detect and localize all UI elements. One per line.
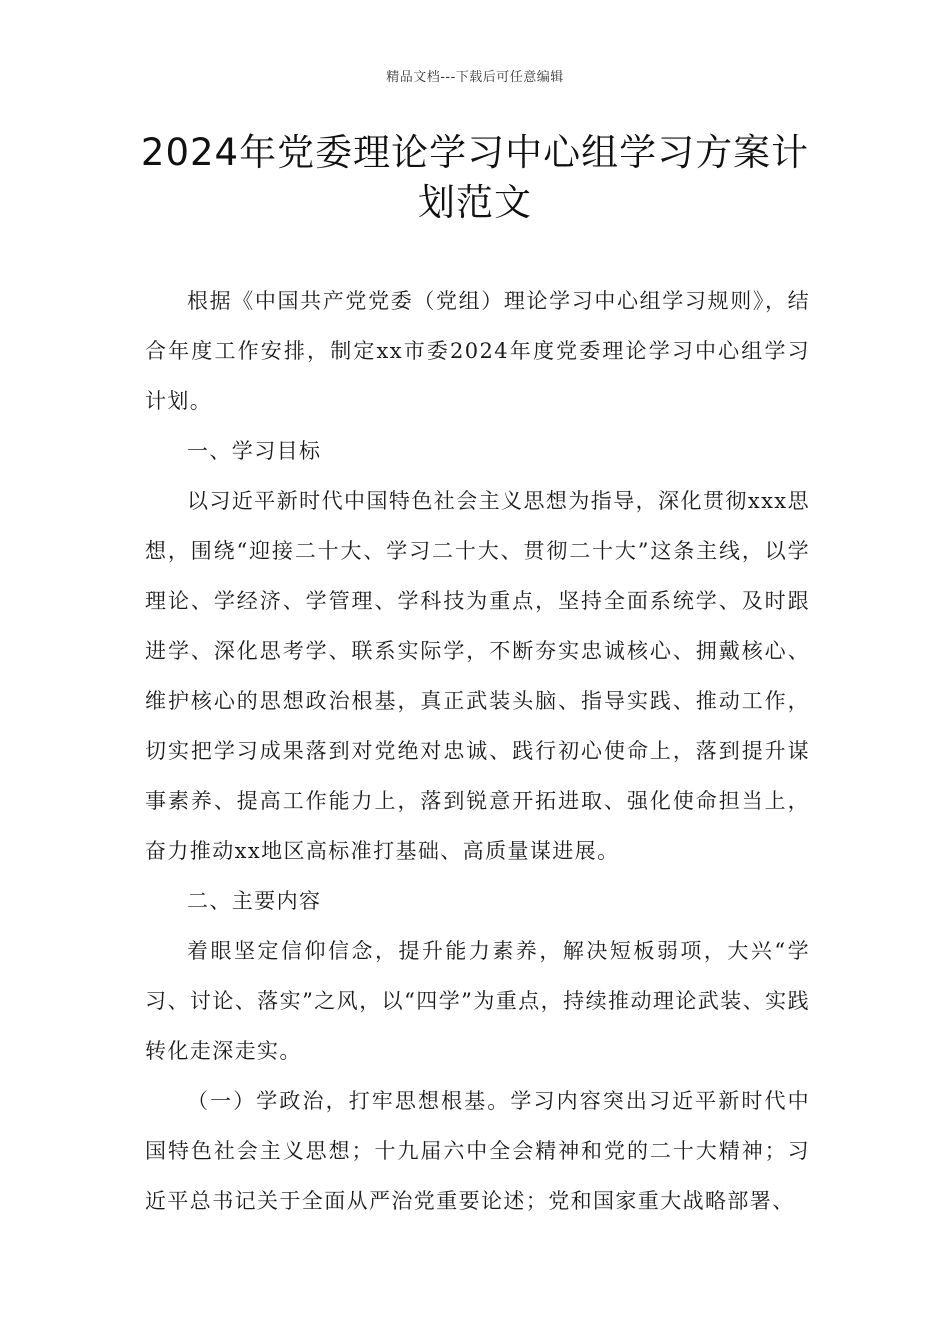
goals-paragraph: 以习近平新时代中国特色社会主义思想为指导，深化贯彻xxx思想，围绕“迎接二十大、学习二十大、贯彻二十大”这条主线，以学理论、学经济、学管理、学科技为重点，坚持全面系统学、及时跟进学、深化思考学、联系实际学，不断夯实忠诚核心、拥戴核心、维护核心的思想政治根基，真正武装头脑、指导实践、推动工作，切实把学习成果落到对党绝对忠诚、践行初心使命上，落到提升谋事素养、提高工作能力上，落到锐意开拓进取、强化使命担当上，奋力推动xx地区高标准打基础、高质量谋进展。	[145, 489, 810, 863]
document-body	[145, 276, 810, 1226]
intro-paragraph: 根据《中国共产党党委（党组）理论学习中心组学习规则》，结合年度工作安排，制定xx市委2024年度党委理论学习中心组学习计划。	[145, 289, 810, 413]
politics-paragraph: （一）学政治，打牢思想根基。学习内容突出习近平新时代中国特色社会主义思想；十九届六中全会精神和党的二十大精神；习近平总书记关于全面从严治党重要论述；党和国家重大战略部署、	[145, 1089, 810, 1213]
content-paragraph: 着眼坚定信仰信念，提升能力素养，解决短板弱项，大兴“学习、讨论、落实”之风，以“四学”为重点，持续推动理论武装、实践转化走深走实。	[145, 939, 810, 1063]
section-heading-content: 二、主要内容	[187, 889, 322, 913]
document-title: 2024年党委理论学习中心组学习方案计划范文	[140, 131, 810, 224]
header-note: 精品文档---下载后可任意编辑	[386, 70, 564, 85]
section-heading-goals: 一、学习目标	[187, 439, 322, 463]
